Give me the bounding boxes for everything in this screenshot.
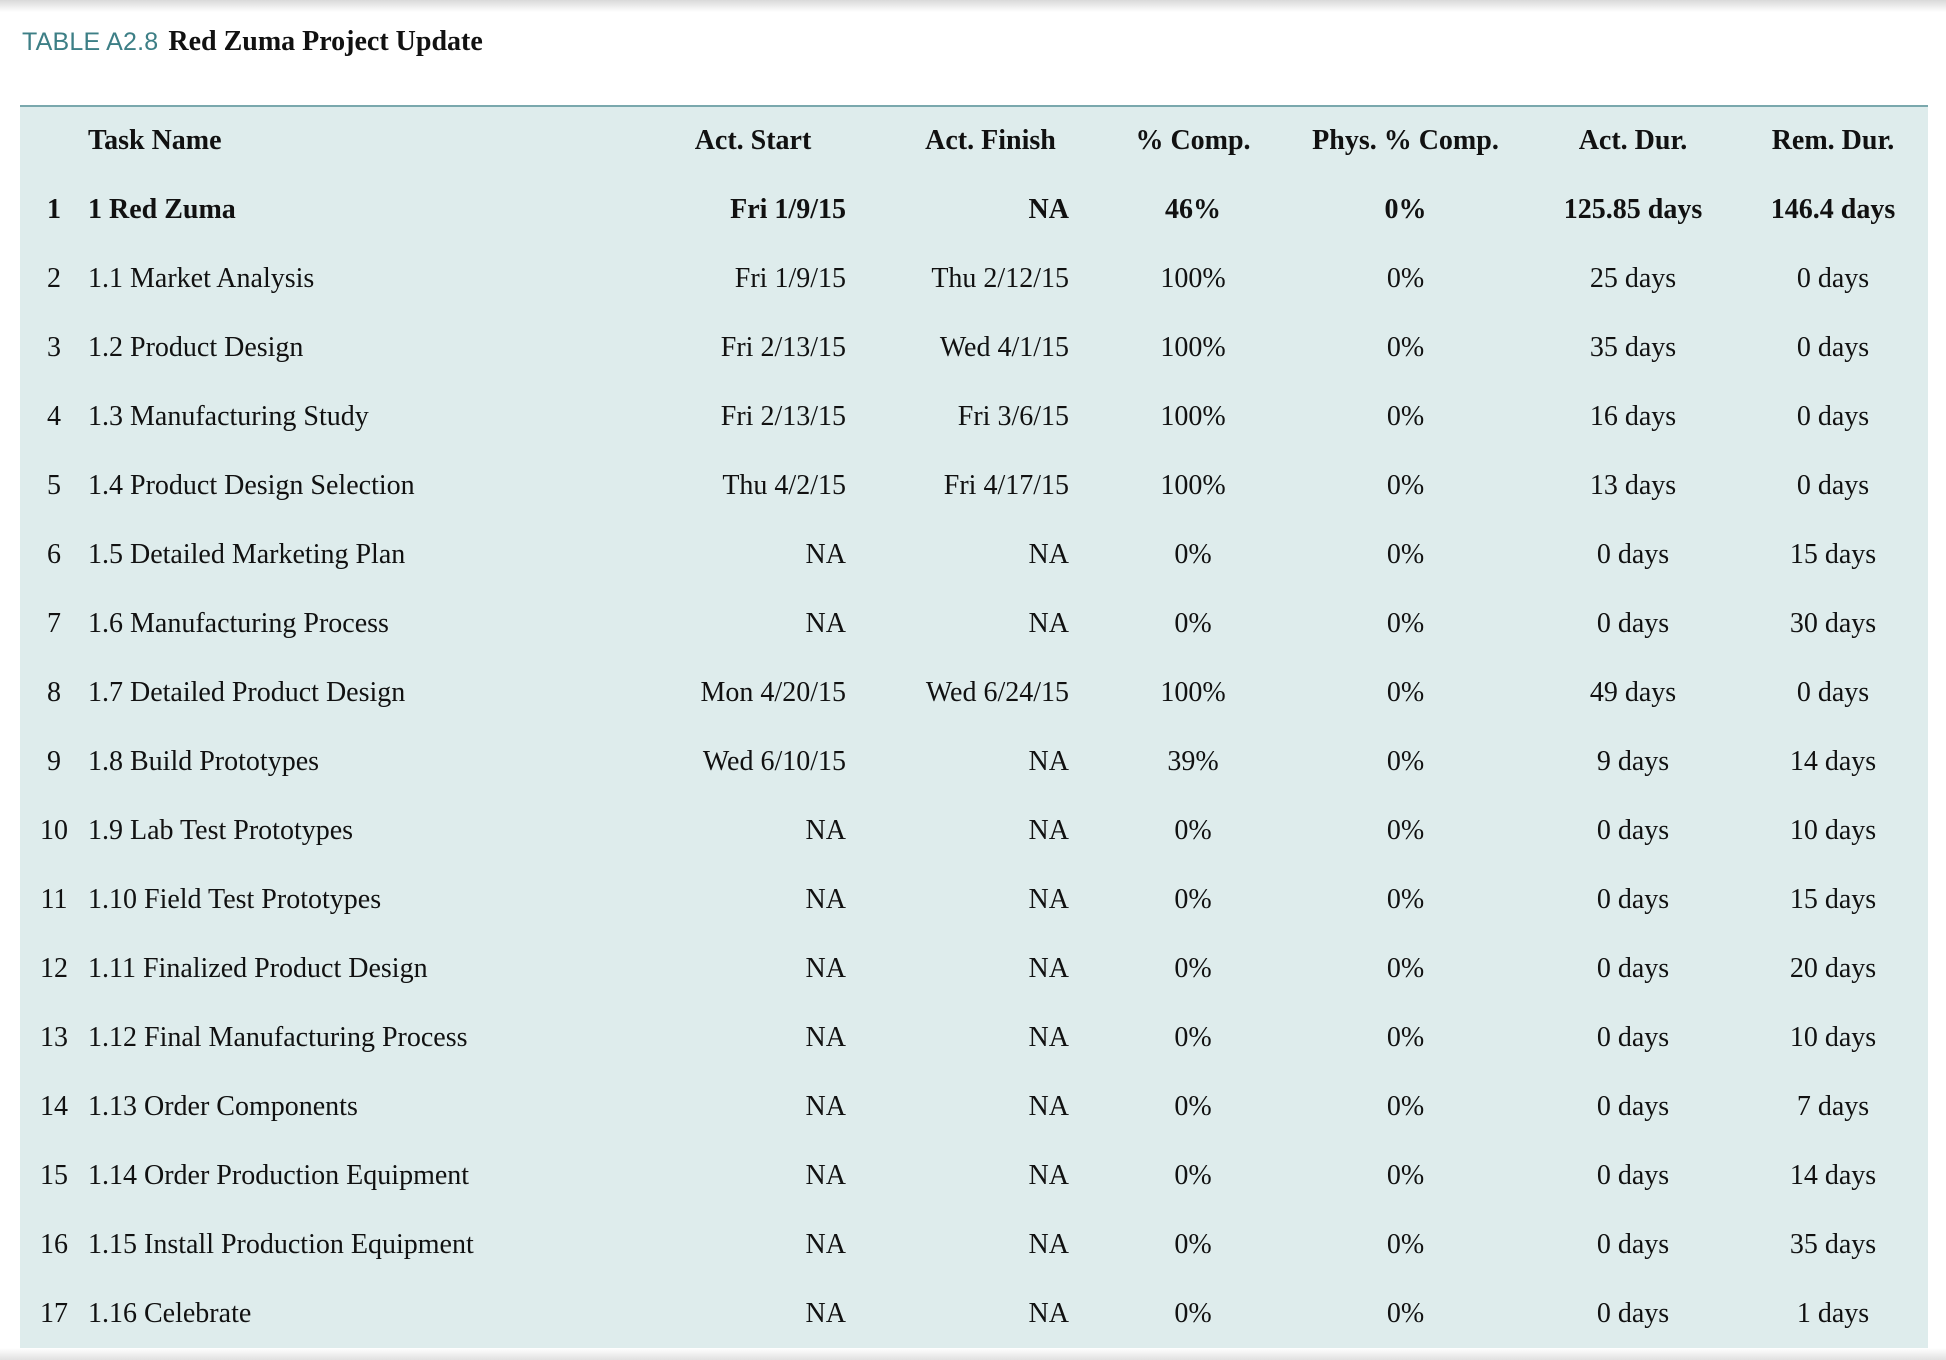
header-row-number xyxy=(20,107,88,175)
act-start: NA xyxy=(805,883,846,915)
phys-pct-comp: 0% xyxy=(1386,1228,1425,1260)
task-name: 1.11 Finalized Product Design xyxy=(88,952,428,984)
act-start: Fri 2/13/15 xyxy=(720,331,846,363)
act-dur: 0 days xyxy=(1596,1090,1670,1122)
pct-comp: 0% xyxy=(1174,1228,1212,1260)
act-start: NA xyxy=(805,1090,846,1122)
act-dur: 49 days xyxy=(1589,676,1677,708)
table-panel xyxy=(20,105,1928,1352)
row-number: 15 xyxy=(40,1159,68,1191)
bottom-shadow xyxy=(0,1348,1946,1360)
rem-dur: 0 days xyxy=(1796,331,1870,363)
rem-dur: 10 days xyxy=(1789,814,1877,846)
table-row xyxy=(20,658,1928,727)
act-start: NA xyxy=(805,1297,846,1329)
table-row xyxy=(20,589,1928,658)
task-name: 1 Red Zuma xyxy=(88,193,236,225)
rem-dur: 0 days xyxy=(1796,469,1870,501)
act-dur: 0 days xyxy=(1596,607,1670,639)
phys-pct-comp: 0% xyxy=(1386,952,1425,984)
task-name: 1.7 Detailed Product Design xyxy=(88,676,406,708)
act-start: Fri 2/13/15 xyxy=(720,400,846,432)
act-dur: 0 days xyxy=(1596,814,1670,846)
phys-pct-comp: 0% xyxy=(1386,1159,1425,1191)
phys-pct-comp: 0% xyxy=(1386,814,1425,846)
rem-dur: 20 days xyxy=(1789,952,1877,984)
row-number: 16 xyxy=(40,1228,68,1260)
act-dur: 0 days xyxy=(1596,1021,1670,1053)
act-start: Fri 1/9/15 xyxy=(730,193,846,225)
rem-dur: 15 days xyxy=(1789,883,1877,915)
rem-dur: 7 days xyxy=(1796,1090,1870,1122)
row-number: 4 xyxy=(47,400,61,432)
act-start: NA xyxy=(805,607,846,639)
act-finish: NA xyxy=(1028,745,1069,777)
pct-comp: 0% xyxy=(1174,1090,1212,1122)
rem-dur: 14 days xyxy=(1789,745,1877,777)
row-number: 3 xyxy=(47,331,61,363)
table-body xyxy=(20,175,1928,1348)
rem-dur: 35 days xyxy=(1789,1228,1877,1260)
task-name: 1.9 Lab Test Prototypes xyxy=(88,814,354,846)
header-rem-dur: Rem. Dur. xyxy=(1771,125,1895,156)
header-act-dur: Act. Dur. xyxy=(1578,125,1688,156)
phys-pct-comp: 0% xyxy=(1386,331,1425,363)
task-name: 1.16 Celebrate xyxy=(88,1297,252,1329)
task-name: 1.1 Market Analysis xyxy=(88,262,315,294)
phys-pct-comp: 0% xyxy=(1386,1021,1425,1053)
table-row xyxy=(20,244,1928,313)
table-row xyxy=(20,865,1928,934)
act-finish: NA xyxy=(1028,1021,1069,1053)
act-finish: NA xyxy=(1028,952,1069,984)
table-row xyxy=(20,451,1928,520)
header-phys-pct-comp: Phys. % Comp. xyxy=(1312,125,1499,156)
pct-comp: 0% xyxy=(1174,607,1212,639)
task-name: 1.14 Order Production Equipment xyxy=(88,1159,470,1191)
act-dur: 125.85 days xyxy=(1563,193,1703,225)
act-finish: Wed 6/24/15 xyxy=(925,676,1069,708)
act-dur: 0 days xyxy=(1596,1297,1670,1329)
table-caption xyxy=(22,22,483,62)
act-dur: 16 days xyxy=(1589,400,1677,432)
table-title: Red Zuma Project Update xyxy=(168,26,483,57)
header-task-name: Task Name xyxy=(88,125,222,156)
task-name: 1.8 Build Prototypes xyxy=(88,745,320,777)
row-number: 12 xyxy=(40,952,68,984)
table-row xyxy=(20,1003,1928,1072)
task-name: 1.10 Field Test Prototypes xyxy=(88,883,382,915)
act-start: NA xyxy=(805,538,846,570)
rem-dur: 146.4 days xyxy=(1770,193,1896,225)
rem-dur: 1 days xyxy=(1796,1297,1870,1329)
act-dur: 0 days xyxy=(1596,952,1670,984)
phys-pct-comp: 0% xyxy=(1386,607,1425,639)
rem-dur: 10 days xyxy=(1789,1021,1877,1053)
task-name: 1.13 Order Components xyxy=(88,1090,358,1122)
row-number: 9 xyxy=(47,745,61,777)
act-finish: NA xyxy=(1028,538,1069,570)
act-finish: Wed 4/1/15 xyxy=(939,331,1069,363)
act-dur: 25 days xyxy=(1589,262,1677,294)
phys-pct-comp: 0% xyxy=(1386,469,1425,501)
task-name: 1.3 Manufacturing Study xyxy=(88,400,369,432)
row-number: 8 xyxy=(47,676,61,708)
pct-comp: 0% xyxy=(1174,1297,1212,1329)
table-row xyxy=(20,934,1928,1003)
act-start: NA xyxy=(805,814,846,846)
table-row xyxy=(20,1279,1928,1348)
pct-comp: 0% xyxy=(1174,538,1212,570)
act-start: Fri 1/9/15 xyxy=(734,262,846,294)
table-row xyxy=(20,382,1928,451)
act-start: NA xyxy=(805,952,846,984)
act-finish: NA xyxy=(1028,814,1069,846)
row-number: 1 xyxy=(47,193,61,225)
pct-comp: 100% xyxy=(1160,676,1226,708)
table-row xyxy=(20,520,1928,589)
table-row xyxy=(20,1210,1928,1279)
act-dur: 0 days xyxy=(1596,1159,1670,1191)
act-dur: 0 days xyxy=(1596,1228,1670,1260)
pct-comp: 46% xyxy=(1165,193,1221,225)
phys-pct-comp: 0% xyxy=(1386,1090,1425,1122)
act-finish: NA xyxy=(1028,883,1069,915)
act-finish: NA xyxy=(1028,1228,1069,1260)
rem-dur: 0 days xyxy=(1796,676,1870,708)
phys-pct-comp: 0% xyxy=(1386,1297,1425,1329)
pct-comp: 100% xyxy=(1160,469,1226,501)
act-finish: Fri 3/6/15 xyxy=(957,400,1069,432)
table-row xyxy=(20,727,1928,796)
act-dur: 9 days xyxy=(1596,745,1670,777)
row-number: 10 xyxy=(40,814,68,846)
row-number: 17 xyxy=(40,1297,68,1329)
rem-dur: 0 days xyxy=(1796,262,1870,294)
act-finish: NA xyxy=(1028,607,1069,639)
phys-pct-comp: 0% xyxy=(1386,538,1425,570)
act-start: Wed 6/10/15 xyxy=(702,745,846,777)
pct-comp: 0% xyxy=(1174,883,1212,915)
task-name: 1.5 Detailed Marketing Plan xyxy=(88,538,406,570)
act-start: NA xyxy=(805,1228,846,1260)
act-dur: 35 days xyxy=(1589,331,1677,363)
table-row xyxy=(20,796,1928,865)
pct-comp: 0% xyxy=(1174,1159,1212,1191)
act-start: NA xyxy=(805,1159,846,1191)
rem-dur: 15 days xyxy=(1789,538,1877,570)
act-dur: 13 days xyxy=(1589,469,1677,501)
table-row xyxy=(20,1141,1928,1210)
rem-dur: 30 days xyxy=(1789,607,1877,639)
table-number-label: TABLE A2.8 xyxy=(22,28,159,56)
task-name: 1.12 Final Manufacturing Process xyxy=(88,1021,468,1053)
act-finish: Thu 2/12/15 xyxy=(931,262,1069,294)
act-finish: NA xyxy=(1028,1159,1069,1191)
table-row xyxy=(20,175,1928,244)
pct-comp: 100% xyxy=(1160,331,1226,363)
act-start: NA xyxy=(805,1021,846,1053)
act-dur: 0 days xyxy=(1596,538,1670,570)
pct-comp: 100% xyxy=(1160,400,1226,432)
rem-dur: 0 days xyxy=(1796,400,1870,432)
pct-comp: 0% xyxy=(1174,1021,1212,1053)
pct-comp: 0% xyxy=(1174,814,1212,846)
pct-comp: 100% xyxy=(1160,262,1226,294)
header-row xyxy=(20,107,1928,175)
header-act-start: Act. Start xyxy=(694,125,812,156)
row-number: 11 xyxy=(40,883,68,915)
phys-pct-comp: 0% xyxy=(1386,262,1425,294)
act-dur: 0 days xyxy=(1596,883,1670,915)
table-row xyxy=(20,313,1928,382)
row-number: 5 xyxy=(47,469,61,501)
table-row xyxy=(20,1072,1928,1141)
task-name: 1.2 Product Design xyxy=(88,331,304,363)
act-finish: Fri 4/17/15 xyxy=(943,469,1069,501)
rem-dur: 14 days xyxy=(1789,1159,1877,1191)
header-act-finish: Act. Finish xyxy=(925,125,1056,156)
phys-pct-comp: 0% xyxy=(1386,676,1425,708)
header-pct-comp: % Comp. xyxy=(1135,125,1251,156)
top-shadow xyxy=(0,0,1946,12)
phys-pct-comp: 0% xyxy=(1384,193,1427,225)
pct-comp: 39% xyxy=(1167,745,1219,777)
task-name: 1.15 Install Production Equipment xyxy=(88,1228,474,1260)
act-start: Mon 4/20/15 xyxy=(700,676,846,708)
row-number: 7 xyxy=(47,607,61,639)
task-name: 1.4 Product Design Selection xyxy=(88,469,415,501)
row-number: 6 xyxy=(47,538,61,570)
phys-pct-comp: 0% xyxy=(1386,400,1425,432)
row-number: 13 xyxy=(40,1021,68,1053)
project-update-table xyxy=(20,107,1928,1348)
act-finish: NA xyxy=(1028,1297,1069,1329)
act-start: Thu 4/2/15 xyxy=(722,469,846,501)
row-number: 2 xyxy=(47,262,61,294)
row-number: 14 xyxy=(40,1090,68,1122)
phys-pct-comp: 0% xyxy=(1386,883,1425,915)
act-finish: NA xyxy=(1028,193,1069,225)
act-finish: NA xyxy=(1028,1090,1069,1122)
task-name: 1.6 Manufacturing Process xyxy=(88,607,389,639)
phys-pct-comp: 0% xyxy=(1386,745,1425,777)
pct-comp: 0% xyxy=(1174,952,1212,984)
